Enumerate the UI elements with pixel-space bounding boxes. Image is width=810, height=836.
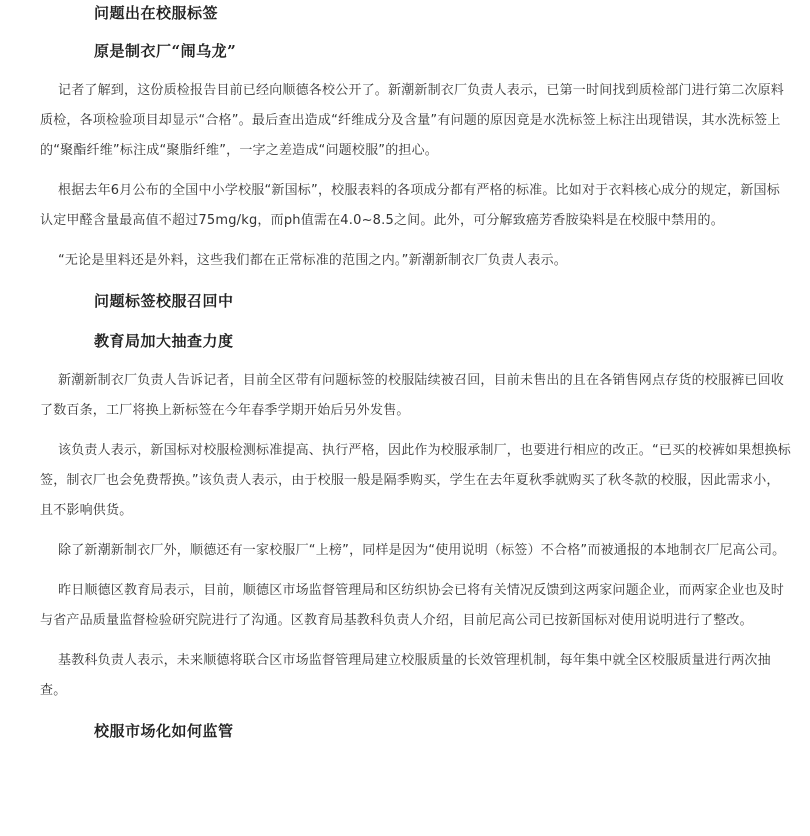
section-heading: 问题出在校服标签: [94, 4, 219, 22]
paragraph: 记者了解到，这份质检报告目前已经向顺德各校公开了。新潮新制衣厂负责人表示，已第一时间找到质检部门进行第二次原料质检，各项检验项目却显示“合格”。最后查出造成“纤维成分及含量”有问题的原因竟是水洗标签上标注出现错误，其水洗标签上的“聚酯纤维”标注成“聚脂纤维”，一字之差造成“问题校服”的担心。: [40, 83, 785, 158]
article-body: [40, 0, 792, 746]
section-subheading: 原是制衣厂“闹乌龙”: [94, 42, 237, 60]
paragraph: 该负责人表示，新国标对校服检测标准提高、执行严格，因此作为校服承制厂，也要进行相应的改正。“已买的校裤如果想换标签，制衣厂也会免费帮换。”该负责人表示，由于校服一般是隔季购买，学生在去年夏秋季就购买了秋冬款的校服，因此需求小，且不影响供货。: [40, 443, 791, 518]
section-heading: 问题标签校服召回中: [94, 292, 234, 310]
paragraph: 昨日顺德区教育局表示，目前，顺德区市场监督管理局和区纺织协会已将有关情况反馈到这两家问题企业，而两家企业也及时与省产品质量监督检验研究院进行了沟通。区教育局基教科负责人介绍，目前尼高公司已按新国标对使用说明进行了整改。: [40, 583, 785, 628]
section-heading: 校服市场化如何监管: [94, 722, 234, 740]
paragraph: 新潮新制衣厂负责人告诉记者，目前全区带有问题标签的校服陆续被召回，目前未售出的且在各销售网点存货的校服裤已回收了数百条，工厂将换上新标签在今年春季学期开始后另外发售。: [40, 373, 785, 418]
paragraph: 除了新潮新制衣厂外，顺德还有一家校服厂“上榜”，同样是因为“使用说明（标签）不合格”而被通报的本地制衣厂尼高公司。: [58, 543, 786, 558]
paragraph: “无论是里料还是外料，这些我们都在正常标准的范围之内。”新潮新制衣厂负责人表示。: [58, 253, 567, 268]
paragraph: 根据去年6月公布的全国中小学校服“新国标”，校服表料的各项成分都有严格的标准。比如对于衣料核心成分的规定，新国标认定甲醛含量最高值不超过75mg/kg，而ph值需在4.0~8.5之间。此外，可分解致癌芳香胺染料是在校服中禁用的。: [40, 183, 780, 228]
section-subheading: 教育局加大抽查力度: [94, 332, 234, 350]
paragraph: 基教科负责人表示，未来顺德将联合区市场监督管理局建立校服质量的长效管理机制，每年集中就全区校服质量进行两次抽查。: [40, 653, 771, 698]
